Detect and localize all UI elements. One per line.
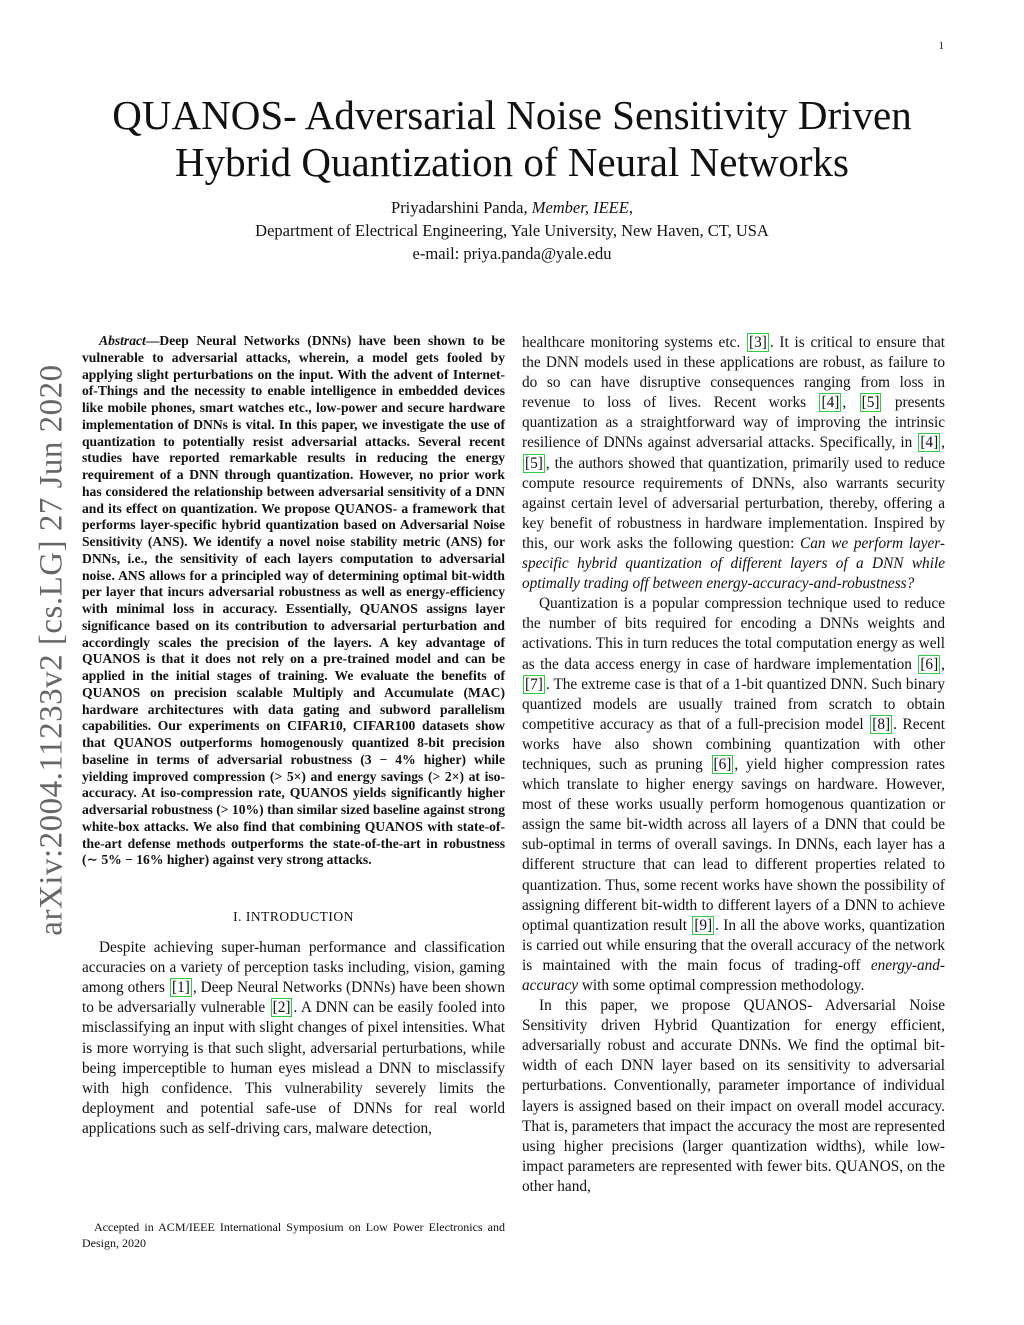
text-run: , (941, 655, 945, 673)
text-run: . A DNN can be easily fooled into misclassifying an input with slight changes of pixel intensities. What is more worrying is that such slight, adversarial perturbations, while being imperceptible to human eyes mislead a DNN to misclassify with high confidence. This vulnerability severely limits the deployment and potential safe-use of DNNs for real world applications such as self-driving cars, malware detection, (82, 999, 505, 1137)
research-question: Can we perform layer-specific hybrid quantization of different layers of a DNN while optimally trading off between energy-accuracy-and-robustness? (522, 534, 945, 593)
author-membership: Member, IEEE (531, 198, 629, 217)
right-column (522, 333, 945, 1197)
author-trailing: , (628, 198, 633, 217)
author-email: e-mail: priya.panda@yale.edu (412, 244, 612, 263)
left-column (82, 333, 505, 1139)
citation-link[interactable]: [2] (272, 999, 291, 1017)
title-line-1: QUANOS- Adversarial Noise Sensitivity Driven (112, 92, 912, 138)
text-run: , (941, 434, 945, 452)
citation-link[interactable]: [6] (713, 755, 732, 773)
arxiv-stamp: arXiv:2004.11233v2 [cs.LG] 27 Jun 2020 (33, 364, 70, 936)
citation-link[interactable]: [9] (694, 916, 713, 934)
abstract (82, 333, 505, 869)
citation-link[interactable]: [3] (748, 334, 767, 351)
citation-link[interactable]: [6] (920, 655, 939, 673)
text-run: , the authors showed that quantization, primarily used to reduce compute resource requirements of DNNs, also warrants security against certain level of adversarial perturbation, thereby, offering a key benefit of robustness in hardware implementation. Inspired by this, our work asks the following question: (522, 454, 945, 552)
text-run: with some optimal compression methodology. (578, 977, 865, 994)
text-run: . It is critical to ensure that the DNN models used in these applications are robust, as failure to do so can have disruptive consequences ranging from loss in revenue to loss of lives. Recent works (522, 334, 946, 412)
text-run: healthcare monitoring systems etc. (522, 334, 746, 351)
page-number: 1 (938, 40, 944, 52)
author-line (0, 196, 1024, 219)
text-run: , yield higher compression rates which translate to higher energy savings on hardware. However, most of these works usually perform homogenous quantization or assign the same bit-width across all layers of a DNN that could be sub-optimal in terms of overall savings. In DNNs, each layer has a different structure that can lead to different properties related to quantization. Thus, some recent works have shown the possibility of assigning different bit-width to different layers of a DNN to achieve optimal quantization result (522, 755, 946, 934)
text-run: Despite achieving super-human performance and classification accuracies on a variety of perception tasks including, vision, gaming among others (82, 939, 505, 997)
right-paragraph-1 (522, 333, 945, 594)
citation-link[interactable]: [5] (525, 454, 543, 472)
abstract-label: Abstract (99, 333, 146, 348)
citation-link[interactable]: [5] (861, 394, 880, 412)
citation-link[interactable]: [4] (821, 394, 840, 412)
author-affiliation: Department of Electrical Engineering, Yale University, New Haven, CT, USA (255, 221, 769, 240)
text-run: . The extreme case is that of a 1-bit quantized DNN. Such binary quantized models are usually trained from scratch to obtain competitive accuracy as that of a full-precision model (522, 675, 945, 733)
citation-link[interactable]: [4] (920, 434, 939, 452)
citation-link[interactable]: [7] (525, 675, 543, 693)
paper-title (0, 92, 1024, 186)
text-run: , (842, 394, 859, 412)
footnote: Accepted in ACM/IEEE International Symposium on Low Power Electronics and Design, 2020 (82, 1220, 505, 1250)
section-first-letter: I (245, 909, 251, 924)
text-run: presents quantization as a straightforward way of improving the intrinsic resilience of DNNs against adversarial attacks. Specifically, in (522, 394, 945, 452)
section-heading-introduction (82, 907, 505, 927)
text-run: . Recent works have also shown combining quantization with other techniques, such as pruning (522, 715, 945, 773)
section-number: I. (233, 909, 246, 924)
author-block (0, 196, 1024, 265)
citation-link[interactable]: [1] (172, 979, 190, 997)
text-run: . In all the above works, quantization is carried out while ensuring that the overall accuracy of the network is maintained with the main focus of trading-off (522, 916, 945, 974)
right-paragraph-2 (522, 594, 945, 996)
intro-paragraph-1 (82, 938, 505, 1139)
author-name: Priyadarshini Panda, (391, 198, 532, 217)
section-title-rest: NTRODUCTION (250, 909, 354, 924)
title-line-2: Hybrid Quantization of Neural Networks (174, 139, 850, 185)
right-paragraph-3: In this paper, we propose QUANOS- Adversarial Noise Sensitivity driven Hybrid Quantization for energy efficient, adversarially robust and accurate DNNs. We find the optimal bit-width of each DNN layer based on its sensitivity to adversarial perturbations. Conventionally, parameter importance of individual layers is assigned based on their impact on overall model accuracy. That is, parameters that impact the accuracy the most are represented using higher precisions (larger quantization widths), while low-impact parameters are represented with fewer bits. QUANOS, on the other hand, (522, 997, 945, 1195)
citation-link[interactable]: [8] (872, 715, 891, 733)
text-run: Quantization is a popular compression technique used to reduce the number of bits required for encoding a DNNs weights and activations. This in turn reduces the total computation energy as well as the data access energy in case of hardware implementation (522, 595, 945, 673)
abstract-text: —Deep Neural Networks (DNNs) have been shown to be vulnerable to adversarial attacks, wherein, a model gets fooled by applying slight perturbations on the input. With the advent of Internet-of-Things and the necessity to enable intelligence in embedded devices like mobile phones, smart watches etc., low-power and secure hardware implementation of DNNs is vital. In this paper, we investigate the use of quantization to potentially resist adversarial attacks. Several recent studies have reported remarkable results in reducing the energy requirement of a DNN through quantization. However, no prior work has considered the relationship between adversarial sensitivity of a DNN and its effect on quantization. We propose QUANOS- a framework that performs layer-specific hybrid quantization based on Adversarial Noise Sensitivity (ANS). We identify a novel noise stability metric (ANS) for DNNs, i.e., the sensitivity of each layers computation to adversarial noise. ANS allows for a principled way of determining optimal bit-width per layer that incurs adversarial robustness as well as energy-efficiency with minimal loss in accuracy. Essentially, QUANOS assigns layer significance based on its contribution to adversarial perturbation and accordingly scales the precision of the layers. A key advantage of QUANOS is that it does not rely on a pre-trained model and can be applied in the initial stages of training. We evaluate the benefits of QUANOS on precision scalable Multiply and Accumulate (MAC) hardware architectures with data gating and subword parallelism capabilities. Our experiments on CIFAR10, CIFAR100 datasets show that QUANOS outperforms homogenously quantized 8-bit precision baseline in terms of adversarial robustness (3 − 4% higher) while yielding improved compression (> 5×) and energy savings (> 2×) at iso-accuracy. At iso-compression rate, QUANOS yields significantly higher adversarial robustness (> 10%) than similar sized baseline against strong white-box attacks. We also find that combining QUANOS with state-of-the-art defense methods outperforms the state-of-the-art in robustness (∼ 5% − 16% higher) against very strong attacks. (82, 333, 505, 868)
text-run: , Deep Neural Networks (DNNs) have been shown to be adversarially vulnerable (82, 979, 505, 1017)
emphasis: energy-and-accuracy (522, 956, 945, 994)
